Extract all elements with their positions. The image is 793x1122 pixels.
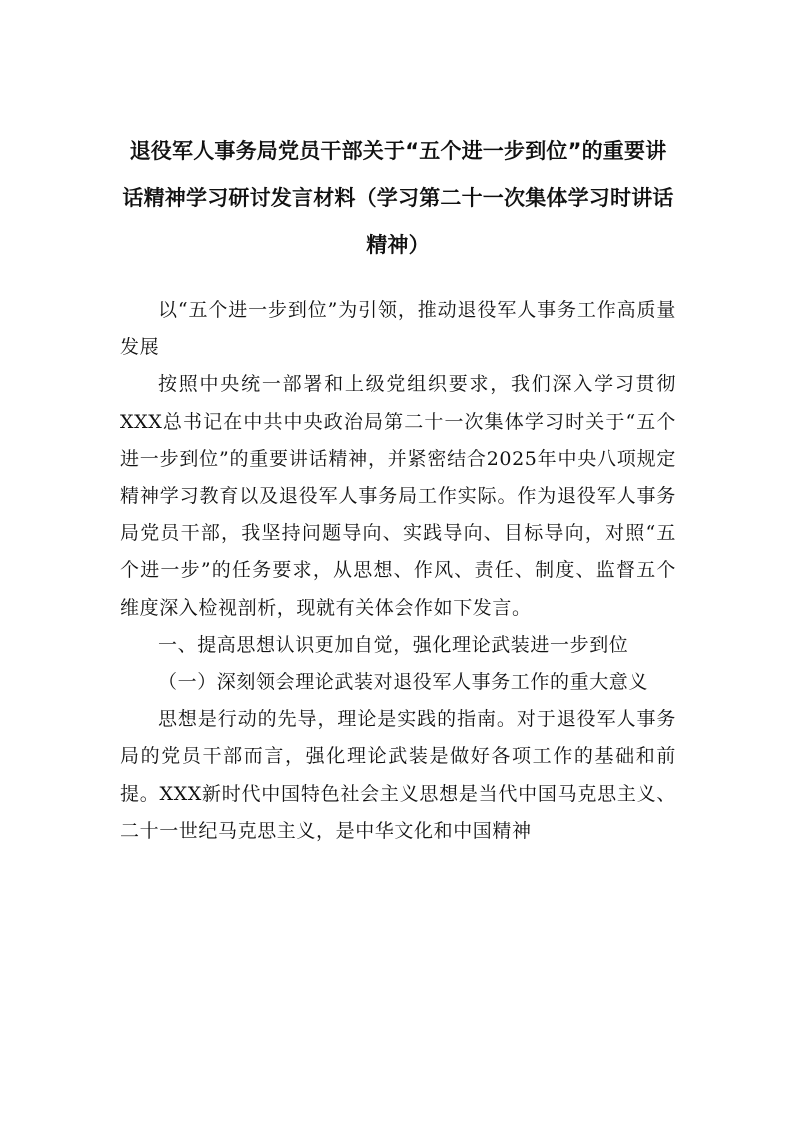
paragraph-body: 思想是行动的先导，理论是实践的指南。对于退役军人事务局的党员干部而言，强化理论武装是做好各项工作的基础和前提。XXX新时代中国特色社会主义思想是当代中国马克思主义、二十一世纪马克思主义，是中华文化和中国精神: [120, 708, 676, 842]
paragraph-lead: 以“五个进一步到位”为引领，推动退役军人事务工作高质量发展: [120, 299, 676, 359]
title-line: 退役军人事务局党员干部关于“五个进一步到位”的重要讲: [129, 139, 667, 163]
document-title: [120, 128, 676, 269]
section-heading: 一、提高思想认识更加自觉，强化理论武装进一步到位: [158, 633, 629, 656]
paragraph-intro: 按照中央统一部署和上级党组织要求，我们深入学习贯彻XXX总书记在中共中央政治局第二十一次集体学习时关于“五个进一步到位”的重要讲话精神，并紧密结合2025年中央八项规定精神学习教育以及退役军人事务局工作实际。作为退役军人事务局党员干部，我坚持问题导向、实践导向、目标导向，对照“五个进一步”的任务要求，从思想、作风、责任、制度、监督五个维度深入检视剖析，现就有关体会作如下发言。: [120, 373, 676, 619]
title-line: 精神）: [366, 233, 430, 257]
title-line: 话精神学习研讨发言材料（学习第二十一次集体学习时讲话: [122, 186, 674, 210]
subsection-heading: （一）深刻领会理论武装对退役军人事务工作的重大意义: [158, 671, 649, 694]
document-body: [120, 292, 676, 850]
